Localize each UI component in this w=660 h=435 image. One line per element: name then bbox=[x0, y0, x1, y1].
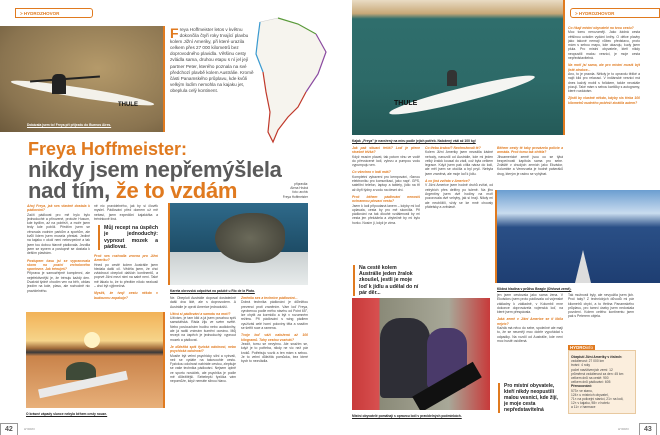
credit-line: Freya Hoffmeister bbox=[282, 194, 308, 199]
kayak-shape bbox=[388, 70, 537, 120]
info-box bbox=[568, 344, 636, 414]
answer: Tak možnosti byly, ale nevyužila jsem jich. Proč taky? Z technických důvodů mi pár kilometrů chybí, a to třetina Panamského průplavu, pro tamní úseky jsem nedostala povolení. Kolem celého kontinentu jsem pak s Peterem objela. bbox=[568, 293, 634, 319]
info-line: 71× na policejní stanici, 21× na lodi, bbox=[571, 397, 624, 402]
question: Zjistil by vlastně někdo, kdyby sis třeba 100 kilometrů nudného pobřeží zkrátila autem? bbox=[568, 96, 640, 105]
continent-shape bbox=[256, 18, 326, 142]
question: Co třeba žraloci? Neohrožovali tě? bbox=[425, 146, 481, 150]
question: Jak pak situaci řešíš? Loď je přece strašně těžká? bbox=[352, 146, 420, 155]
turtle-shape bbox=[215, 213, 285, 263]
info-label-info: info bbox=[585, 344, 593, 350]
question: Jaká země v Jižní Americe se ti líbila nejvíc? bbox=[497, 317, 563, 326]
left-column-4 bbox=[241, 296, 308, 414]
answer: Jihoamerické země jsou co se týká bezpečnosti kapitola sama pro sebe. Zvláště v chudých zemích jako Ekvádor, Kolumbie a Venezuela je hodně pašeráků drog, kterým je radno se vyhýbat. bbox=[497, 154, 563, 176]
info-line: průměrná vzdálenost za den: 45 km bbox=[571, 371, 624, 376]
answer: Jsem k lodi připoutaná lanem – kdyby mi loď uplavala, cesta by pro mě skončila. Při pádlování na tak dlouhé vzdálenosti by mi vesta jen překážela a zbytečně by mi bylo horko. Nosím ji, když je zima. bbox=[352, 203, 420, 225]
question: Ahoj Freya, jak ses vlastně dostala k pádlování? bbox=[27, 204, 90, 213]
info-heading: Přenocování: bbox=[571, 384, 592, 389]
question: Je důležitá spíš fyzická odolnost, nebo psychická odolnost? bbox=[170, 344, 236, 354]
info-line: a 11× v harmace bbox=[571, 405, 596, 410]
question: Užívá si pádlování a samotu na moři? bbox=[170, 311, 231, 316]
right-side-column bbox=[568, 26, 640, 188]
right-column-3 bbox=[497, 146, 563, 186]
title-line-2: nikdy jsem nepřemýšlela bbox=[28, 157, 282, 182]
question: Co všechno v lodi máš? bbox=[352, 170, 391, 175]
photo-caption: Kareta obrovská odpočívá na palubě u Rio de la Plata. bbox=[170, 289, 255, 293]
answer: Dobrá technika pádlování je důležitou prevencí proti zraněním. Vám loď Freya, vyrobenou podle mého návrhu od Point 65°, lze chytit za kormidlo a být v rozumném režimu. Při pádlování s wing pádlem využíváš celé horní poloviny těla a snažím se šetřit ruce a ramena. bbox=[241, 300, 308, 331]
right-column-2 bbox=[425, 146, 493, 296]
question: Proč během pádlování nenosíš ochrannou plovací vestu? bbox=[352, 194, 420, 204]
info-label-hydro: HYDRO bbox=[570, 344, 586, 350]
accent-bar bbox=[163, 312, 165, 408]
drop-cap: F bbox=[170, 25, 179, 41]
section-tab: > HYDROZHOVOR bbox=[570, 8, 660, 18]
accent-bar bbox=[163, 26, 165, 132]
thule-logo: THULE bbox=[394, 100, 418, 107]
right-column-5 bbox=[568, 293, 634, 345]
sun-shape bbox=[84, 332, 100, 348]
title-part-grey: nad tím, bbox=[28, 178, 116, 203]
title-line-3 bbox=[28, 178, 237, 204]
photo-caption: Kajak „Freya" je navržený na míru podle jejích potřeb. Naložený váží až 100 kg! bbox=[352, 139, 476, 143]
left-column-2 bbox=[94, 204, 158, 308]
right-column-1 bbox=[352, 146, 420, 259]
photo-sunset-tent bbox=[26, 312, 163, 408]
question: A co jiná zvířata v Americe? bbox=[425, 179, 470, 184]
question: Tvoje loď váží naložená až 100 kilogramů. Tahy cestou vozíváš? bbox=[241, 333, 308, 342]
thule-logo: THULE bbox=[118, 102, 138, 108]
credit-line: foto: archiv bbox=[292, 190, 308, 195]
info-line: trvání: 4 roky bbox=[571, 363, 591, 368]
kayak-bow-shape bbox=[575, 250, 591, 283]
answer: Užívám, je tam klid a já jsem povahou spíš samotářská. Ráda žiju ve svém světě. Nebo poslouchám hudbu nebo audioknihy, ale já radši vnímám šumění oceánu. Můj recept na úspěch je jednoduchý: vypnout mozek a pádlovat. bbox=[170, 316, 236, 342]
photo-beagle-channel bbox=[497, 190, 660, 283]
info-heading: Obeplutí Jižní Ameriky v číslech: bbox=[571, 355, 623, 359]
answer: Když musím plavat, tak potom vlnu ve vodě do převrácené lodi, vylezu a pumpou vodu vypumpuju ven. bbox=[352, 154, 420, 168]
accent-bar bbox=[495, 190, 497, 283]
title-part-orange: že to vzdám bbox=[115, 178, 238, 203]
question: Změnila ses a technice pádlování... bbox=[241, 296, 298, 300]
question: Na moři jsi sama, ale pro místní musíš být jistě atrakce... bbox=[568, 63, 640, 72]
photo-caption: O krásné západy slunce nebyla během cesty nouze. bbox=[26, 412, 108, 416]
credit-line: Alena Hrubá bbox=[290, 186, 308, 191]
person-shape bbox=[380, 318, 430, 398]
answer: Kolem Jižní Ameriky jsem nezažila žádné nehody, narozdíl od Austrálie, kde mi jeden velký žralok kousal do zádi, což byla celkem legrace. Když jsem pak cítila náraz do lodi, ale měl jsem se otočila a byl pryč. Nebyla jsem zraněná, ale moje loď k jídlu. bbox=[425, 150, 493, 176]
question: Během cesty tě taky provázela policie a armáda. Proč tomu tak chtěla? bbox=[497, 146, 563, 155]
question: Postupem času jsi se vypracovala skoro na pozici vrcholového sportovce. Jak trénuješ? bbox=[27, 258, 90, 272]
info-line: celkem dnů na cestě: 900 bbox=[571, 376, 609, 381]
answer: V Jižní Americe jsem hodně druhů zvířat, od velrybích přes delfíny po tuleně. Na jihu Argentiny jsem dvě hodiny na moři pozorovala dvě velryby, jak si hrají. Nikdy mi ale neublížili, vždy se ke mně chovaly přátelsky a zvědavě. bbox=[425, 183, 493, 209]
photo-turtle bbox=[170, 203, 308, 285]
info-line: počet navštívených zemí: 12 bbox=[571, 367, 613, 372]
answer: Ano, to je pravda. Někdy je to opravdu těžké a najít klid pro relaxaci. V indiánské vesnici má dnes každý mobil s foťákem, takže neustále pózuji. Také mám s sebou kartičky s autogramy, které rozdávám. bbox=[568, 71, 640, 94]
info-line: 124× u místních obyvatel, bbox=[571, 392, 609, 397]
question: Proč ses rozhodla zrovna pro Jižní Ameriku? bbox=[94, 254, 158, 263]
paddler-figure bbox=[447, 70, 457, 86]
photo-caption: Dokázala jsem to! Freya při příjezdu do Buenos Aires. bbox=[27, 123, 112, 127]
page-number: 43 bbox=[639, 423, 657, 435]
answer: Kompletní vybavení pro kempování, různou elektroniku pro komunikaci, jako např. GPS, satelitní telefon, laptop a tablety, jídlo na tři až čtyři týdny a vodu na deset dní. bbox=[352, 174, 420, 192]
photo-caption: Místní obyvatelé pomáhají s opravou lodi v pravidelných podmínkách. bbox=[352, 414, 462, 418]
answer: Jezdít, tomu se nevyhnu. Ale snažím se, když je to potřeba, nikdy ne víc než pár kroků. Potřebuju vozík a ten mám s sebou. Je to velmi důležitá pomůcka, bez které bych to nezvládla. bbox=[241, 341, 308, 364]
section-tab: > HYDROZHOVOR bbox=[15, 8, 93, 18]
pull-quote: Pro místní obyvatele, kteří nikdy neopustili malou vesnici, kde žijí, je moje cesta nepředstavitelná bbox=[498, 383, 562, 413]
answer: Ne. Obeplutí Austrálie dopoval dostatečně další dva lidé, ale s doprovodem. A Austrálie je oproti Americe jednodušší. bbox=[170, 296, 236, 309]
info-line: 12× v kajaku, 98× v hotelu bbox=[571, 401, 610, 406]
left-column-1 bbox=[27, 204, 90, 308]
answer: Příprava je samozřejmě komplexní, ale nejefektivnější je, že trénuju každý den. Dvakrát týdně chodím ven na běh, občas jezdím na kole, plavu, ale rozhodně nic pravidelného. bbox=[27, 271, 90, 293]
photo-caption: Klidná hladina v průlivu Beagle (Ohňová země). bbox=[497, 287, 572, 291]
paddler-figure bbox=[52, 74, 66, 94]
info-line: vzdálenost: 27 000 km bbox=[571, 359, 604, 364]
info-line: celkem dnů pádlování: 605 bbox=[571, 380, 611, 385]
answer: Každá má něco do sebe, společné ale mají to, že se neumějí moc dobře vypořádat s odpadky. Na rozdíl od Austrálie, kde není moc hustě osídlená. bbox=[497, 326, 563, 343]
title-line-1: Freya Hoffmeister: bbox=[28, 139, 188, 159]
question: Co říkají místní obyvatelé na tvou cestu? bbox=[568, 26, 634, 30]
left-column-3 bbox=[170, 296, 236, 414]
answer: Začít pádlovat pro mě bylo bylo jednoduché a přirozené, protože Husum, kde bydlím, až na pobřeží, a moře jsem tedy kde poblíž. Předtím jsem se věnovala vodním parkům a sportům, ale kvůli lidem jsem musela přestat. Jediné na kajaku v okolí není nebezpečné a tak jsem tou dobou hlavně pádlovala. Jezdila jsem se synem a postupně se dostala k delším plavbám. bbox=[27, 212, 90, 256]
answer: jen jsem cestovala jako sama žena. V Ekvádoru jsem proto pádlovala od vojenské základny k základně, v Kolumbii mne dokonce doprovázela vojenská loď, na které jsem přespávala. bbox=[497, 293, 563, 315]
info-box-label bbox=[568, 345, 595, 350]
photo-locals-repair bbox=[352, 298, 490, 410]
answer: Musíte být velmi psychicky silní a vytrvalí, než se vydáte na takovouhle cestu. Fyzickou odolnost nabíráte cestou, zlepšuje se vaše technika pádlování. Nejsem úplně ve sportu nováček, ale psychika je podle mě důležitější. Sebelepší fyzička vám nepomůže, když nemáte silnou hlavu. bbox=[170, 353, 236, 384]
footer-label: HYDRO bbox=[618, 427, 629, 431]
page-number: 42 bbox=[0, 423, 18, 435]
answer: Hned po cestě kolem Austrálie jsem hledala další cíl. Věděla jsem, že chci zvládnout obeplutí dalších kontinentů, a poprvé Jižní mezi nimi na sabě není. Také mě lákalo to, že to předtím nikdo nezkusil – chci být výjimečná. bbox=[94, 262, 158, 289]
photo-kayak-buenos-aires bbox=[0, 26, 163, 132]
right-column-4 bbox=[497, 293, 563, 381]
footer-label: HYDRO bbox=[24, 427, 35, 431]
credit-line: připravila: bbox=[294, 182, 308, 186]
accent-bar bbox=[563, 0, 565, 135]
info-line: 573× ve stanu, bbox=[571, 388, 593, 393]
question: Myslíš, že tvoji cestu někdo v budoucnu zopakuje? bbox=[94, 291, 158, 300]
answer: ně nic pravidelného, jak by si člověk myslel. Pádlování před domem už mě nebaví, jsem expediční kajakářka a tréninkově líná. bbox=[94, 204, 158, 221]
pull-quote: Na cestě kolem Austrálie jeden žralok zkoušel, jestli je moje loď k jídlu a udělal do ní pár děr... bbox=[353, 265, 419, 296]
answer: Moc tomu nerozumějí. Jako žádná cesta většinou uvádím vydání knihy. O délce plavby jako takové nemají vůbec představu, proto mám s sebou mapu, kde ukazuju, kudy jsem plula. Pro místní obyvatele, kteří nikdy neopustili malou vesnici, je moje cesta nepředstavitelná. bbox=[568, 30, 640, 61]
credits bbox=[270, 182, 308, 199]
pull-quote: Můj recept na úspěch je jednoduchý: vypnout mozek a pádlovat. bbox=[98, 225, 158, 250]
intro-text bbox=[170, 27, 256, 94]
photo-kayak-green-water bbox=[352, 0, 563, 135]
intro-body: reya Hoffmeister letos v květnu dokončila čtyři roky trvající plavbu kolem Jižní Ameriky, při které urazila celkem přes 27 000 kilometrů bez doprovodného plavidla. Většinu cesty zvládla sama, druhou etapu s ní jel její partner Peter, kterého poznala na své předchozí plavbě kolem Austrálie. Kromě části Panamského průplavu, kde kvůli velkým lodím nemohla na kajaku jet, obeplula celý kontinent. bbox=[170, 27, 254, 93]
route-map bbox=[248, 12, 328, 147]
